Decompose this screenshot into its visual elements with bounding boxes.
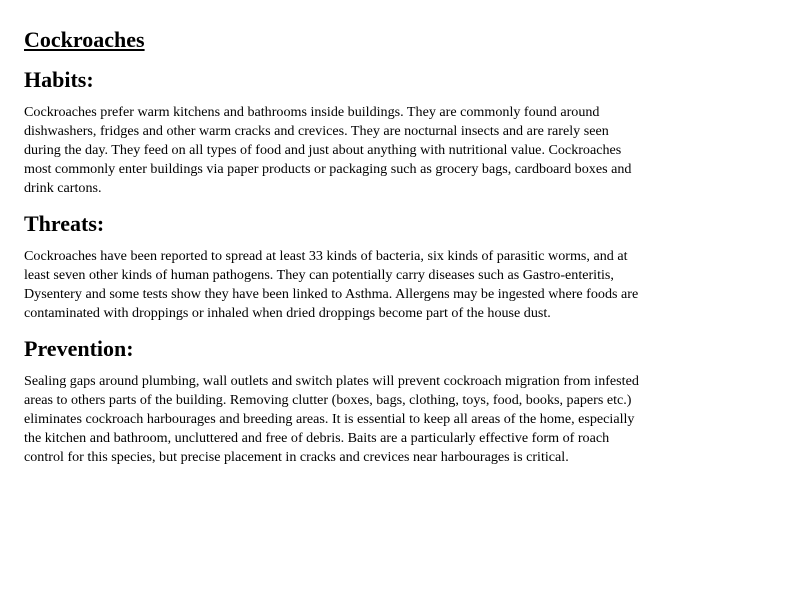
habits-paragraph: Cockroaches prefer warm kitchens and bathrooms inside buildings. They are commonly found around dishwashers, fridges and other warm cracks and crevices. They are nocturnal insects and are rarely seen during the day. They feed on all types of food and just about anything with nutritional value. Cockroaches most commonly enter buildings via paper products or packaging such as grocery bags, cardboard boxes and drink cartons. (24, 104, 632, 196)
prevention-heading: Prevention: (24, 336, 134, 361)
page-title: Cockroaches (24, 27, 145, 52)
document-content (24, 26, 649, 467)
habits-section (24, 66, 649, 198)
habits-heading: Habits: (24, 67, 94, 92)
prevention-paragraph: Sealing gaps around plumbing, wall outlets and switch plates will prevent cockroach migration from infested areas to others parts of the building. Removing clutter (boxes, bags, clothing, toys, food, books, papers etc.) eliminates cockroach harbourages and breeding areas. It is essential to keep all areas of the home, especially the kitchen and bathroom, uncluttered and free of debris. Baits are a particularly effective form of roach control for this species, but precise placement in cracks and crevices near harbourages is critical. (24, 373, 639, 465)
prevention-section (24, 335, 649, 467)
threats-section (24, 210, 649, 323)
threats-heading: Threats: (24, 211, 105, 236)
threats-paragraph: Cockroaches have been reported to spread at least 33 kinds of bacteria, six kinds of parasitic worms, and at least seven other kinds of human pathogens. They can potentially carry diseases such as Gastro-enteritis, Dysentery and some tests show they have been linked to Asthma. Allergens may be ingested where foods are contaminated with droppings or inhaled when dried droppings become part of the house dust. (24, 248, 639, 321)
